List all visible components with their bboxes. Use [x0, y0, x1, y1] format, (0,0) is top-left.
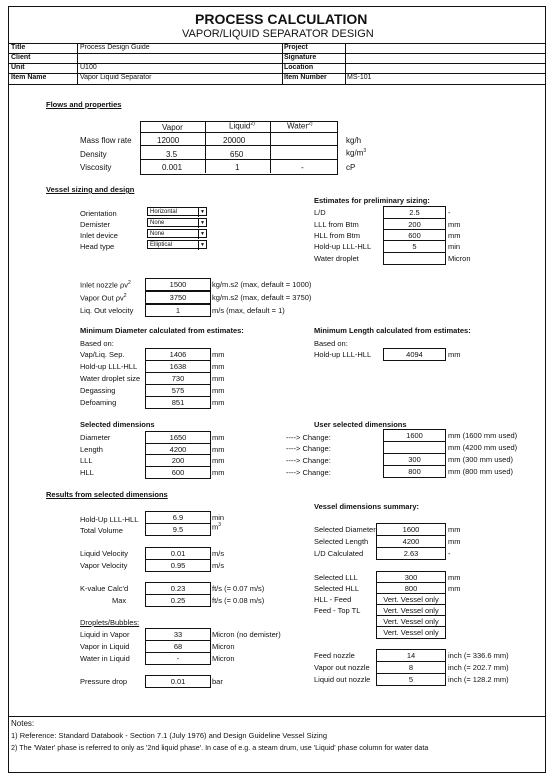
res-pdrop-value: 0.01 — [145, 675, 211, 688]
sum-hll-label: Selected HLL — [314, 584, 360, 593]
sel-row-label: Length — [80, 445, 103, 454]
min-diam-row-value: 1638 — [145, 360, 211, 373]
chevron-down-icon: ▼ — [198, 230, 206, 239]
sum-liquid-nozzle-label: Liquid out nozzle — [314, 675, 371, 684]
mass-flow-label: Mass flow rate — [80, 136, 132, 145]
selected-title: Selected dimensions — [80, 420, 155, 429]
sum-feed-nozzle-unit: inch (= 336.6 mm) — [448, 651, 509, 660]
vapor-out-label: Vapor Out $\rho v^2$ — [80, 293, 127, 303]
res-total-volume-unit: $m^3$ — [212, 522, 222, 532]
viscosity-vapor: 0.001 — [162, 163, 183, 172]
hll-label: HLL from Btm — [314, 231, 360, 240]
ld-label: L/D — [314, 208, 326, 217]
res-total-volume-label: Total Volume — [80, 526, 123, 535]
density-liquid: 650 — [230, 150, 244, 159]
sel-row-arrow: ----> Change: — [286, 468, 331, 477]
res-holdup-value: 6.9 — [145, 511, 211, 524]
res-water-in-liq-label: Water in Liquid — [80, 654, 130, 663]
sel-row-label: Diameter — [80, 433, 111, 442]
sum-lll-unit: mm — [448, 573, 461, 582]
min-diam-row-label: Degassing — [80, 386, 116, 395]
sum-feed-top-label: Feed - Top TL — [314, 606, 361, 615]
page-title: PROCESS CALCULATION — [195, 11, 368, 27]
min-length-value: 4094 — [383, 348, 446, 361]
lll-unit: mm — [448, 220, 461, 229]
min-length-based-on: Based on: — [314, 339, 348, 348]
holdup-input[interactable]: 5 — [383, 240, 446, 253]
sum-ld-unit: - — [448, 549, 451, 558]
demister-label: Demister — [80, 220, 111, 229]
hll-input[interactable]: 600 — [383, 229, 446, 242]
sel-row-used: mm (1600 mm used) — [448, 431, 518, 440]
ld-unit: - — [448, 208, 451, 217]
res-kmax-label: Max — [112, 596, 127, 605]
sum-lll-value: 300 — [376, 571, 446, 584]
res-water-in-liq-unit: Micron — [212, 654, 235, 663]
info-item-name-value: Vapor Liquid Separator — [80, 74, 152, 81]
hll-unit: mm — [448, 231, 461, 240]
results-section-title: Results from selected dimensions — [46, 490, 168, 499]
mass-flow-unit: kg/h — [346, 136, 362, 145]
inlet-nozzle-input[interactable]: 1500 — [145, 278, 211, 291]
res-holdup-unit: min — [212, 513, 225, 522]
sum-diameter-label: Selected Diameter — [314, 525, 376, 534]
min-diameter-title: Minimum Diameter calculated from estimates: — [80, 326, 244, 335]
res-kvalue-unit: ft/s (= 0.07 m/s) — [212, 584, 265, 593]
col-liquid-header: Liquid$^{2)}$ — [229, 121, 255, 131]
sum-vapor-nozzle-label: Vapor out nozzle — [314, 663, 370, 672]
sum-liquid-nozzle-value: 5 — [376, 673, 446, 686]
sum-lll-label: Selected LLL — [314, 573, 358, 582]
head-type-select[interactable]: Elliptical ▼ — [147, 240, 207, 249]
sel-row-used: mm (300 mm used) — [448, 455, 514, 464]
info-item-name-label: Item Name — [11, 74, 47, 81]
holdup-label: Hold-up LLL-HLL — [314, 242, 372, 251]
res-liq-vel-value: 0.01 — [145, 547, 211, 560]
res-pdrop-unit: bar — [212, 677, 223, 686]
sel-row-value: 600 — [145, 466, 211, 479]
ld-input[interactable]: 2.5 — [383, 206, 446, 219]
col-water-header: Water$^{2)}$ — [287, 121, 313, 131]
min-diam-row-value: 575 — [145, 384, 211, 397]
sum-diameter-value: 1600 — [376, 523, 446, 536]
viscosity-water: - — [301, 163, 304, 172]
min-diam-row-label: Defoaming — [80, 398, 117, 407]
sum-extra-2-value: Vert. Vessel only — [376, 626, 446, 639]
sel-row-used: mm (4200 mm used) — [448, 443, 518, 452]
min-diam-row-value: 1406 — [145, 348, 211, 361]
density-vapor: 3.5 — [166, 150, 178, 159]
holdup-unit: min — [448, 242, 461, 251]
flows-section-title: Flows and properties — [46, 100, 122, 109]
info-location-label: Location — [284, 64, 314, 71]
vapor-out-unit: kg/m.s2 (max, default = 3750) — [212, 293, 312, 302]
min-length-unit: mm — [448, 350, 461, 359]
min-diam-row-unit: mm — [212, 362, 225, 371]
sum-length-unit: mm — [448, 537, 461, 546]
orientation-label: Orientation — [80, 209, 117, 218]
min-diam-row-unit: mm — [212, 398, 225, 407]
min-length-label: Hold-up LLL-HLL — [314, 350, 372, 359]
info-unit-value: U100 — [80, 64, 97, 71]
min-length-title: Minimum Length calculated from estimates: — [314, 326, 471, 335]
sel-row-unit: mm — [212, 445, 225, 454]
note-2: 2) The 'Water' phase is referred to only as '2nd liquid phase'. In case of e.g. a steam drum, use 'Liquid' phase column for water data — [11, 743, 429, 752]
sel-row-arrow: ----> Change: — [286, 456, 331, 465]
min-diam-row-label: Vap/Liq. Sep. — [80, 350, 125, 359]
sum-ld-value: 2.63 — [376, 547, 446, 560]
sel-row-value: 4200 — [145, 443, 211, 456]
res-vap-vel-value: 0.95 — [145, 559, 211, 572]
user-hll-input[interactable]: 800 — [383, 465, 446, 478]
sel-row-value: 1650 — [145, 431, 211, 444]
res-liq-in-vap-unit: Micron (no demister) — [212, 630, 281, 639]
inlet-device-select[interactable]: None ▼ — [147, 229, 207, 238]
res-kvalue-label: K-value Calc'd — [80, 584, 129, 593]
res-kmax-unit: ft/s (= 0.08 m/s) — [212, 596, 265, 605]
notes-title: Notes: — [11, 719, 35, 728]
info-title-label: Title — [11, 44, 26, 51]
res-water-in-liq-value: - — [145, 652, 211, 665]
head-type-label: Head type — [80, 242, 115, 251]
sel-row-value: 200 — [145, 454, 211, 467]
viscosity-unit: cP — [346, 163, 356, 172]
sum-diameter-unit: mm — [448, 525, 461, 534]
sel-row-arrow: ----> Change: — [286, 433, 331, 442]
page-subtitle: VAPOR/LIQUID SEPARATOR DESIGN — [182, 28, 374, 40]
liq-out-label: Liq. Out velocity — [80, 306, 134, 315]
res-vap-vel-unit: m/s — [212, 561, 225, 570]
sum-hll-feed-label: HLL - Feed — [314, 595, 352, 604]
info-unit-label: Unit — [11, 64, 25, 71]
min-diam-row-unit: mm — [212, 374, 225, 383]
min-diam-row-value: 851 — [145, 396, 211, 409]
viscosity-liquid: 1 — [235, 163, 240, 172]
sel-row-used: mm (800 mm used) — [448, 467, 514, 476]
inlet-device-label: Inlet device — [80, 231, 118, 240]
water-droplet-input[interactable] — [383, 252, 446, 265]
min-diameter-based-on: Based on: — [80, 339, 114, 348]
res-vap-in-liq-label: Vapor in Liquid — [80, 642, 130, 651]
min-diam-row-value: 730 — [145, 372, 211, 385]
sum-feed-nozzle-value: 14 — [376, 649, 446, 662]
sum-vapor-nozzle-value: 8 — [376, 661, 446, 674]
sum-ld-label: L/D Calculated — [314, 549, 364, 558]
inlet-nozzle-unit: kg/m.s2 (max, default = 1000) — [212, 280, 312, 289]
lll-label: LLL from Btm — [314, 220, 359, 229]
min-diam-row-label: Water droplet size — [80, 374, 141, 383]
droplets-title: Droplets/Bubbles: — [80, 618, 140, 627]
chevron-down-icon: ▼ — [198, 208, 206, 217]
sum-feed-nozzle-label: Feed nozzle — [314, 651, 355, 660]
sum-hll-unit: mm — [448, 584, 461, 593]
chevron-down-icon: ▼ — [198, 241, 206, 250]
estimates-title: Estimates for preliminary sizing: — [314, 196, 430, 205]
sum-hll-feed-value: Vert. Vessel only — [376, 593, 446, 606]
res-vap-in-liq-value: 68 — [145, 640, 211, 653]
sel-row-unit: mm — [212, 433, 225, 442]
info-project-label: Project — [284, 44, 308, 51]
res-holdup-label: Hold-Up LLL-HLL — [80, 515, 139, 524]
min-diam-row-label: Hold-up LLL-HLL — [80, 362, 138, 371]
sum-length-label: Selected Length — [314, 537, 369, 546]
sel-row-label: LLL — [80, 456, 93, 465]
sel-row-arrow: ----> Change: — [286, 444, 331, 453]
sum-hll-value: 800 — [376, 582, 446, 595]
chevron-down-icon: ▼ — [198, 219, 206, 228]
info-client-label: Client — [11, 54, 31, 61]
note-1: 1) Reference: Standard Databook - Section 7.1 (July 1976) and Design Guideline Vessel Sizing — [11, 731, 328, 740]
mass-flow-vapor: 12000 — [157, 136, 180, 145]
info-signature-label: Signature — [284, 54, 317, 61]
density-label: Density — [80, 150, 107, 159]
res-liq-in-vap-label: Liquid in Vapor — [80, 630, 130, 639]
res-kvalue-value: 0.23 — [145, 582, 211, 595]
liq-out-unit: m/s (max, default = 1) — [212, 306, 285, 315]
vapor-out-input[interactable]: 3750 — [145, 291, 211, 304]
res-vap-in-liq-unit: Micron — [212, 642, 235, 651]
sel-row-label: HLL — [80, 468, 94, 477]
info-item-number-label: Item Number — [284, 74, 327, 81]
sel-row-unit: mm — [212, 468, 225, 477]
sum-vapor-nozzle-unit: inch (= 202.7 mm) — [448, 663, 509, 672]
inlet-nozzle-label: Inlet nozzle $\rho v^2$ — [80, 280, 131, 290]
demister-select[interactable]: None ▼ — [147, 218, 207, 227]
water-droplet-unit: Micron — [448, 254, 471, 263]
sum-extra-1-value: Vert. Vessel only — [376, 615, 446, 628]
res-liq-vel-unit: m/s — [212, 549, 225, 558]
res-kmax-value: 0.25 — [145, 594, 211, 607]
user-lll-input[interactable]: 300 — [383, 453, 446, 466]
user-selected-title: User selected dimensions — [314, 420, 407, 429]
info-item-number-value: MS-101 — [347, 74, 372, 81]
res-vap-vel-label: Vapor Velocity — [80, 561, 128, 570]
min-diam-row-unit: mm — [212, 386, 225, 395]
sel-row-unit: mm — [212, 456, 225, 465]
liq-out-input[interactable]: 1 — [145, 304, 211, 317]
density-unit: $kg/m^3$ — [346, 148, 367, 158]
water-droplet-label: Water droplet — [314, 254, 359, 263]
sum-liquid-nozzle-unit: inch (= 128.2 mm) — [448, 675, 509, 684]
orientation-select[interactable]: Horizontal ▼ — [147, 207, 207, 216]
min-diam-row-unit: mm — [212, 350, 225, 359]
sum-feed-top-value: Vert. Vessel only — [376, 604, 446, 617]
summary-title: Vessel dimensions summary: — [314, 502, 420, 511]
col-vapor-header: Vapor — [162, 123, 183, 132]
res-liq-in-vap-value: 33 — [145, 628, 211, 641]
res-pdrop-label: Pressure drop — [80, 677, 128, 686]
user-diameter-input[interactable]: 1600 — [383, 429, 446, 442]
res-total-volume-value: 9.5 — [145, 523, 211, 536]
info-title-value: Process Design Guide — [80, 44, 150, 51]
viscosity-label: Viscosity — [80, 163, 112, 172]
sum-length-value: 4200 — [376, 535, 446, 548]
res-liq-vel-label: Liquid Velocity — [80, 549, 128, 558]
vessel-section-title: Vessel sizing and design — [46, 185, 135, 194]
mass-flow-liquid: 20000 — [223, 136, 246, 145]
lll-input[interactable]: 200 — [383, 218, 446, 231]
